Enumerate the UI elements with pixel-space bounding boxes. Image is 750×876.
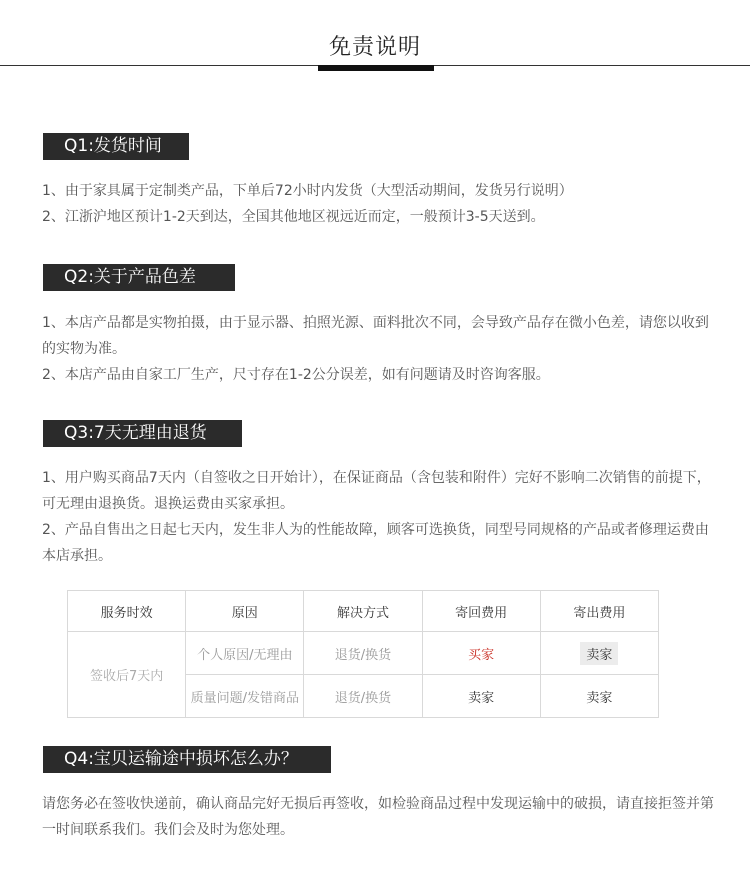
q1-text	[42, 178, 722, 230]
period-cell: 签收后7天内	[68, 632, 186, 718]
q3-text	[42, 465, 722, 569]
table-header-cell: 服务时效	[68, 591, 186, 632]
q4-label: Q4:宝贝运输途中损坏怎么办？	[43, 746, 331, 773]
q1-line-1: 1、由于家具属于定制类产品，下单后72小时内发货（大型活动期间，发货另行说明）	[42, 183, 573, 199]
q1-label: Q1:发货时间	[43, 133, 189, 160]
return-policy-table	[67, 590, 659, 718]
reason-cell: 个人原因/无理由	[186, 632, 304, 675]
page-title: 免责说明	[328, 35, 421, 60]
q4-text	[42, 791, 722, 843]
q2-text	[42, 310, 722, 388]
q2-line-2: 2、本店产品由自家工厂生产，尺寸存在1-2公分误差，如有问题请及时咨询客服。	[42, 367, 550, 383]
q3-line-2: 2、产品自售出之日起七天内，发生非人为的性能故障，顾客可选换货，同型号同规格的产品或者修理运费由本店承担。	[42, 522, 709, 564]
table-header-cell: 原因	[186, 591, 304, 632]
q1-line-2: 2、江浙沪地区预计1-2天到达，全国其他地区视远近而定，一般预计3-5天送到。	[42, 209, 545, 225]
return-fee-cell: 卖家	[422, 675, 540, 718]
table-header-cell: 解决方式	[304, 591, 422, 632]
table-header-cell: 寄出费用	[540, 591, 658, 632]
ship-fee-chip: 卖家	[580, 642, 618, 665]
method-cell: 退货/换货	[304, 632, 422, 675]
table-header-cell: 寄回费用	[422, 591, 540, 632]
method-cell: 退货/换货	[304, 675, 422, 718]
title-underline-bar	[318, 65, 434, 71]
table-row	[68, 632, 659, 675]
reason-cell: 质量问题/发错商品	[186, 675, 304, 718]
q2-label: Q2:关于产品色差	[43, 264, 235, 291]
q2-line-1: 1、本店产品都是实物拍摄，由于显示器、拍照光源、面料批次不同，会导致产品存在微小色差，请您以收到的实物为准。	[42, 315, 709, 357]
ship-fee-cell	[540, 632, 658, 675]
q3-line-1: 1、用户购买商品7天内（自签收之日开始计），在保证商品（含包装和附件）完好不影响二次销售的前提下，可无理由退换货。退换运费由买家承担。	[42, 470, 711, 512]
ship-fee-cell: 卖家	[540, 675, 658, 718]
return-fee-cell: 买家	[422, 632, 540, 675]
table-header-row	[68, 591, 659, 632]
q3-label: Q3:7天无理由退货	[43, 420, 242, 447]
q4-line-1: 请您务必在签收快递前，确认商品完好无损后再签收，如检验商品过程中发现运输中的破损，请直接拒签并第一时间联系我们。我们会及时为您处理。	[42, 796, 714, 838]
